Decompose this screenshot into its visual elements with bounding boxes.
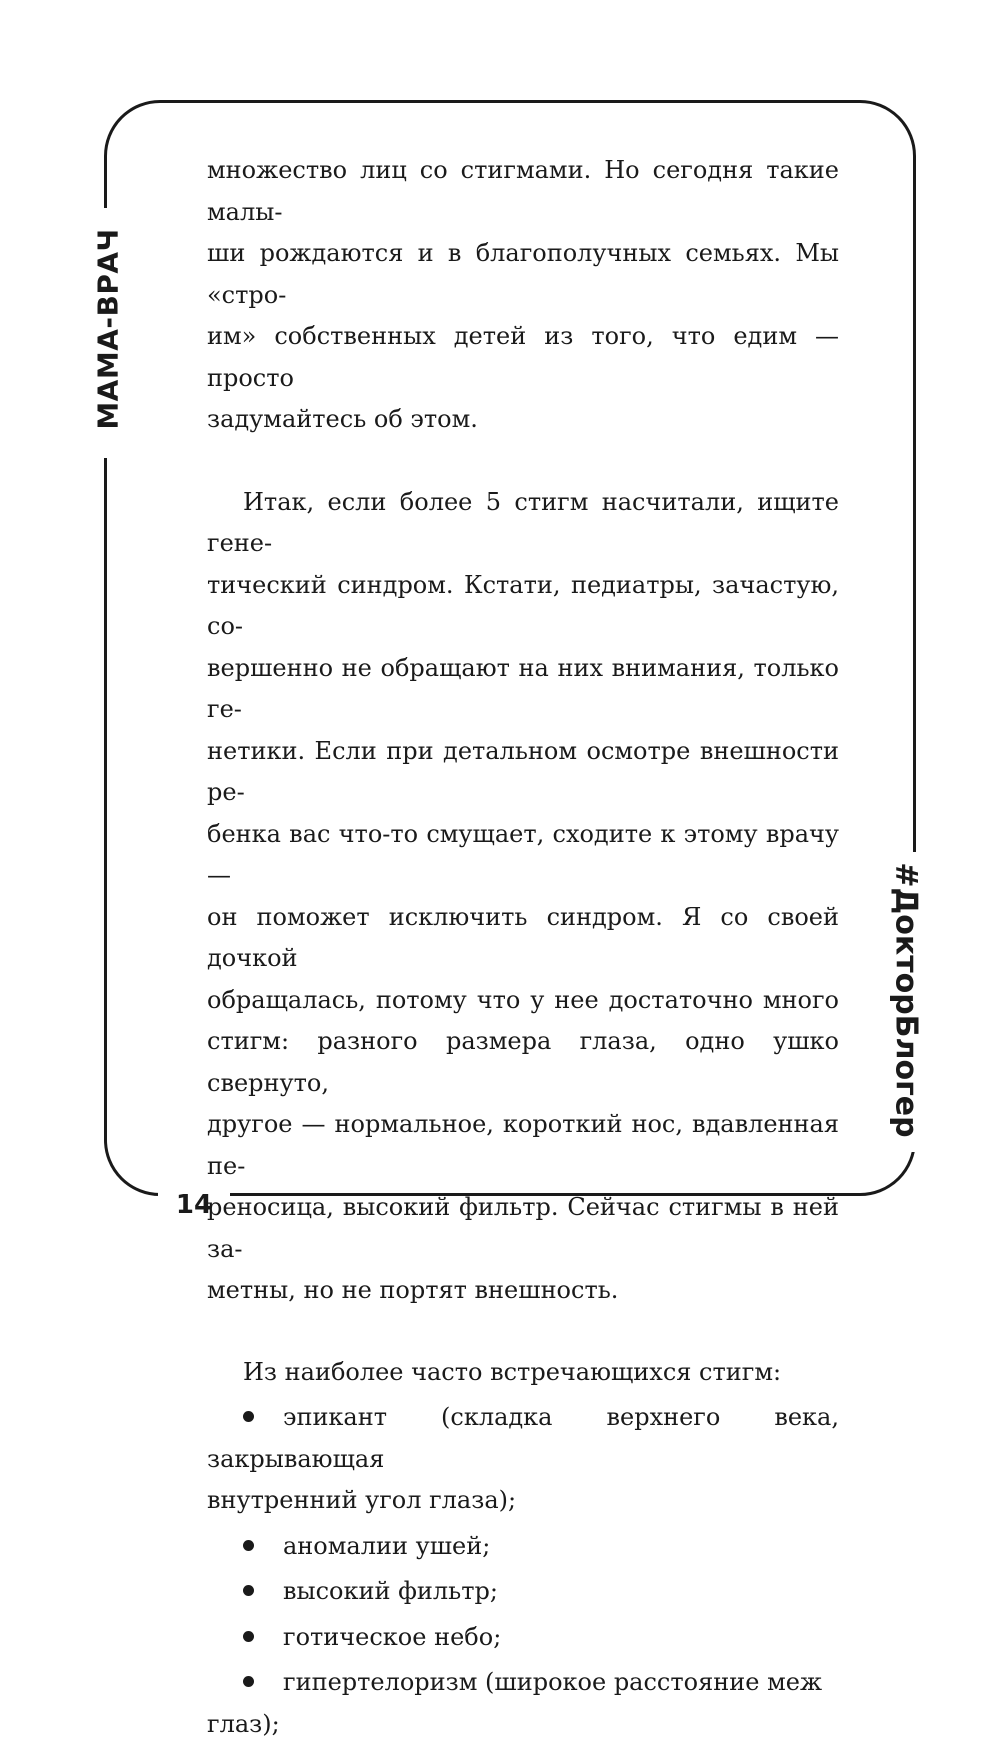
stigma-list-section xyxy=(207,1352,839,1746)
text-line: стигм: разного размера глаза, одно ушко свернуто, xyxy=(207,1027,839,1097)
book-title-vertical: МАМА-ВРАЧ xyxy=(91,228,125,430)
text-line: им» собственных детей из того, что едим — просто xyxy=(207,322,839,392)
list-item xyxy=(207,1397,839,1522)
text-line: внутренний угол глаза); xyxy=(207,1486,517,1514)
text-line: ши рождаются и в благополучных семьях. Мы «стро- xyxy=(207,239,839,309)
text-line: другое — нормальное, короткий нос, вдавленная пе- xyxy=(207,1110,839,1180)
text-line: тический синдром. Кстати, педиатры, зачастую, со- xyxy=(207,570,839,640)
bullet-icon xyxy=(243,1676,254,1687)
text-line: множество лиц со стигмами. Но сегодня такие малы- xyxy=(207,156,839,226)
text-line: аномалии ушей; xyxy=(283,1531,491,1560)
text-line: нетики. Если при детальном осмотре внешности ре- xyxy=(207,736,839,806)
text-line: бенка вас что-то смущает, сходите к этому врачу — xyxy=(207,819,839,889)
list-item xyxy=(207,1571,839,1613)
text-line: высокий фильтр; xyxy=(283,1577,498,1605)
text-line: он поможет исключить синдром. Я со своей дочкой xyxy=(207,902,839,972)
text-line: обращалась, потому что у нее достаточно много xyxy=(207,985,839,1014)
list-item xyxy=(207,1617,839,1659)
text-line: вершенно не обращают на них внимания, только ге- xyxy=(207,653,839,723)
page-number: 14 xyxy=(175,1190,213,1220)
paragraph-1 xyxy=(207,150,839,441)
page-content xyxy=(207,150,839,1749)
text-line: гипертелоризм (широкое расстояние меж xyxy=(283,1668,823,1696)
bullet-icon xyxy=(243,1411,254,1422)
text-line: Итак, если более 5 стигм насчитали, ищите гене- xyxy=(207,487,839,557)
text-line: эпикант (складка верхнего века, закрывающая xyxy=(207,1403,839,1473)
bullet-icon xyxy=(243,1540,254,1551)
list-item xyxy=(207,1662,839,1745)
hashtag-vertical: #ДокторБлогер xyxy=(888,862,924,1138)
list-item xyxy=(207,1526,839,1568)
list-intro: Из наиболее часто встречающихся стигм: xyxy=(243,1357,782,1386)
bullet-icon xyxy=(243,1585,254,1596)
text-line: реносица, высокий фильтр. Сейчас стигмы в ней за- xyxy=(207,1193,839,1263)
bullet-icon xyxy=(243,1631,254,1642)
text-line: задумайтесь об этом. xyxy=(207,405,478,433)
paragraph-2 xyxy=(207,482,839,1312)
text-line: метны, но не портят внешность. xyxy=(207,1276,619,1304)
stigma-list xyxy=(207,1397,839,1745)
text-line: глаз); xyxy=(207,1709,280,1738)
text-line: готическое небо; xyxy=(283,1622,502,1651)
